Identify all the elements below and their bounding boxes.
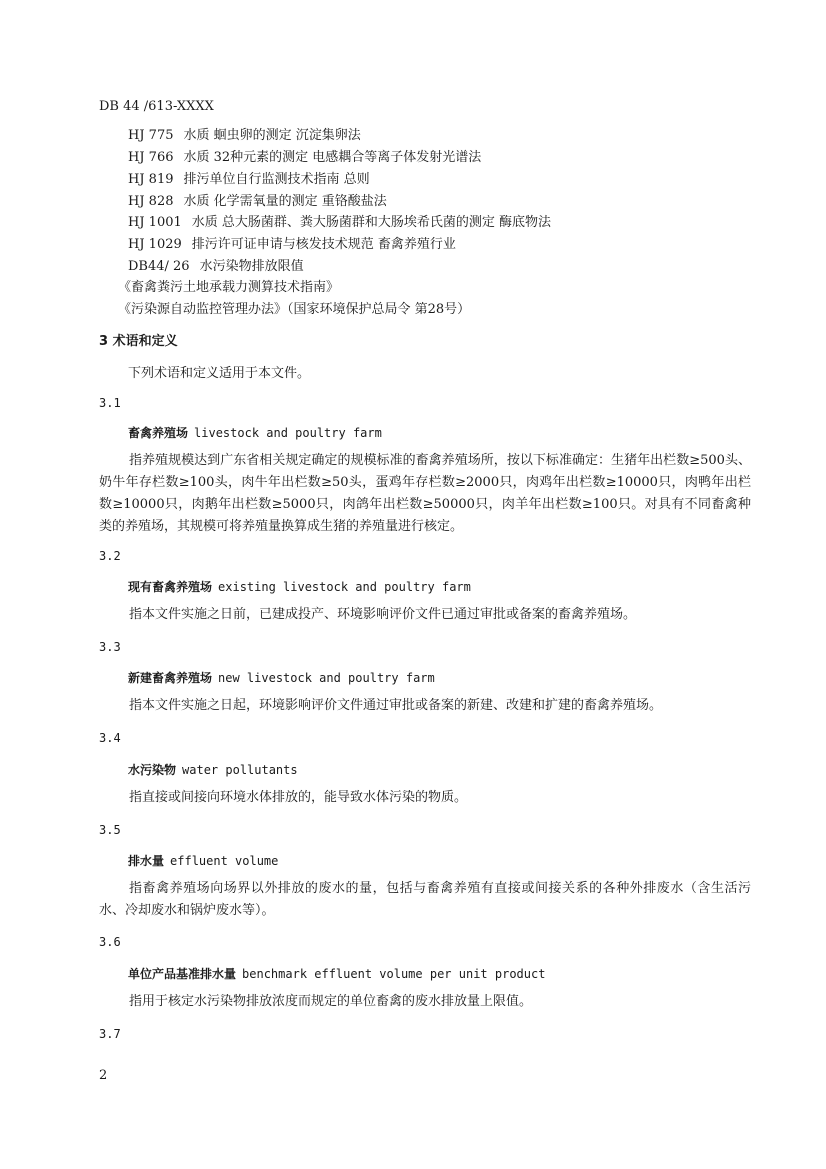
term-name-zh: 新建畜禽养殖场 [128,671,213,685]
term-name-en: existing livestock and poultry farm [218,580,471,594]
term-heading [128,669,435,686]
term-name-en: benchmark effluent volume per unit product [242,967,546,981]
term-number-trailing: 3.7 [99,1027,121,1041]
reference-item [128,255,304,274]
reference-code: HJ 1029 [128,237,182,252]
reference-item-guide: 《畜禽粪污土地承载力测算技术指南》 [118,280,340,295]
reference-title: 水质 化学需氧量的测定 重铬酸盐法 [183,194,387,209]
reference-code: HJ 766 [128,150,174,165]
document-number-header: DB 44 /613-XXXX [99,99,214,114]
term-heading [128,965,545,982]
reference-code: HJ 1001 [128,215,182,230]
reference-item [128,190,387,209]
section-intro: 下列术语和定义适用于本文件。 [128,366,311,381]
term-name-zh: 现有畜禽养殖场 [128,580,213,594]
term-name-en: effluent volume [170,854,279,868]
reference-item-regulation: 《污染源自动监控管理办法》（国家环境保护总局令 第28号） [118,302,471,317]
term-number: 3.5 [99,823,121,837]
reference-title: 水质 总大肠菌群、粪大肠菌群和大肠埃希氏菌的测定 酶底物法 [191,215,552,230]
term-number: 3.2 [99,549,121,563]
reference-title: 水污染物排放限值 [199,259,304,274]
reference-title: 排污许可证申请与核发技术规范 畜禽养殖行业 [191,237,456,252]
term-definition: 指直接或间接向环境水体排放的，能导致水体污染的物质。 [129,790,468,805]
reference-item [128,168,370,187]
term-name-en: livestock and poultry farm [194,426,382,440]
term-number: 3.4 [99,731,121,745]
reference-code: HJ 819 [128,172,174,187]
term-name-en: water pollutants [182,763,298,777]
term-number: 3.3 [99,640,121,654]
term-heading [128,852,278,869]
reference-item [128,211,551,230]
term-name-zh: 水污染物 [128,763,177,777]
term-name-zh: 单位产品基准排水量 [128,967,237,981]
term-definition: 指用于核定水污染物排放浓度而规定的单位畜禽的废水排放量上限值。 [129,994,533,1009]
reference-title: 水质 32种元素的测定 电感耦合等离子体发射光谱法 [183,150,482,165]
term-definition: 指本文件实施之日前，已建成投产、环境影响评价文件已通过审批或备案的畜禽养殖场。 [129,607,637,622]
reference-item [128,124,361,143]
reference-item [128,233,456,252]
reference-title: 排污单位自行监测技术指南 总则 [183,172,370,187]
term-heading [128,578,471,595]
term-number: 3.1 [99,396,121,410]
section-heading: 3 术语和定义 [99,334,178,349]
term-definition: 指畜禽养殖场向场界以外排放的废水的量，包括与畜禽养殖有直接或间接关系的各种外排废水（含生活污水、冷却废水和锅炉废水等）。 [99,881,751,918]
term-name-zh: 排水量 [128,854,165,868]
term-definition: 指养殖规模达到广东省相关规定确定的规模标准的畜禽养殖场所，按以下标准确定：生猪年出栏数≥500头、奶牛年存栏数≥100头，肉牛年出栏数≥50头，蛋鸡年存栏数≥2000只，肉鸡年出栏数≥10000只，肉鸭年出栏数≥10000只，肉鹅年出栏数≥5000只，肉鸽年出栏数≥50000只，肉羊年出栏数≥100只。对具有不同畜禽种类的养殖场，其规模可将养殖量换算成生猪的养殖量进行核定。 [99,453,751,534]
term-heading [128,424,382,441]
reference-code: HJ 828 [128,194,174,209]
reference-item [128,146,481,165]
term-name-en: new livestock and poultry farm [218,671,435,685]
term-heading [128,761,298,778]
page-number: 2 [99,1068,108,1083]
term-name-zh: 畜禽养殖场 [128,426,189,440]
term-number: 3.6 [99,935,121,949]
reference-title: 水质 蛔虫卵的测定 沉淀集卵法 [183,128,361,143]
reference-code: HJ 775 [128,128,174,143]
reference-code: DB44/ 26 [128,259,190,274]
term-definition: 指本文件实施之日起，环境影响评价文件通过审批或备案的新建、改建和扩建的畜禽养殖场。 [129,698,663,713]
